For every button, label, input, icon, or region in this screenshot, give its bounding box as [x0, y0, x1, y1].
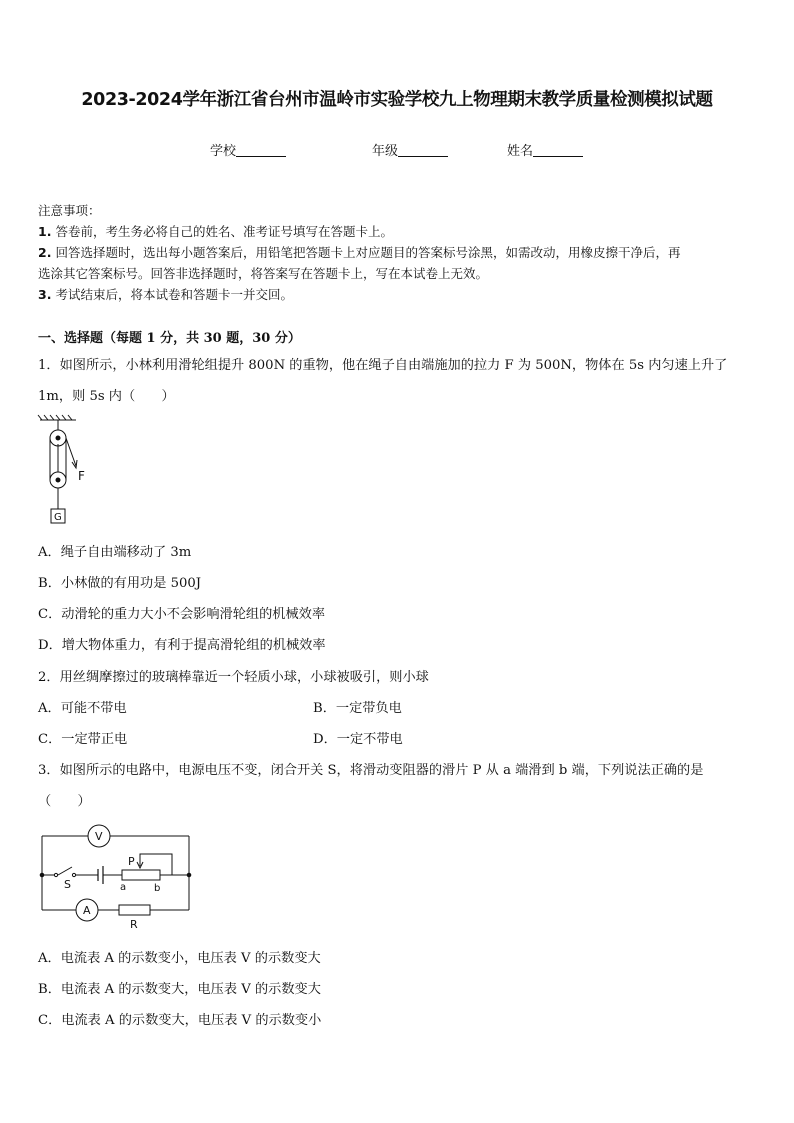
circuit-end-a-label: a [120, 882, 127, 893]
q1-option-c[interactable]: C．动滑轮的重力大小不会影响滑轮组的机械效率 [38, 607, 326, 622]
circuit-slider-label: P [128, 855, 135, 868]
notes-heading: 注意事项： [38, 203, 101, 218]
page-title: 2023-2024学年浙江省台州市温岭市实验学校九上物理期末教学质量检测模拟试题 [81, 90, 713, 110]
school-label: 学校 [210, 144, 237, 159]
note-item-3: 3. 考试结束后，将本试卷和答题卡一并交回。 [38, 287, 293, 302]
q1-stem-line1: 1．如图所示，小林利用滑轮组提升 800N 的重物，他在绳子自由端施加的拉力 F 为 500N，物体在 5s 内匀速上升了 [38, 358, 728, 373]
note-item-2-cont: 选涂其它答案标号。回答非选择题时，将答案写在答题卡上，写在本试卷上无效。 [38, 266, 489, 281]
q2-option-b[interactable]: B．一定带负电 [313, 701, 402, 716]
q3-option-a[interactable]: A．电流表 A 的示数变小，电压表 V 的示数变大 [38, 951, 321, 966]
q1-option-a[interactable]: A．绳子自由端移动了 3m [38, 545, 192, 560]
name-blank [533, 143, 583, 157]
name-label: 姓名 [507, 144, 534, 159]
q1-option-b[interactable]: B．小林做的有用功是 500J [38, 576, 202, 591]
q2-option-d[interactable]: D．一定不带电 [313, 732, 403, 747]
circuit-resistor-label: R [130, 918, 138, 930]
q2-option-c[interactable]: C．一定带正电 [38, 732, 128, 747]
q3-option-c[interactable]: C．电流表 A 的示数变大，电压表 V 的示数变小 [38, 1013, 322, 1028]
circuit-ammeter-label: A [83, 904, 91, 917]
grade-blank [398, 143, 448, 157]
circuit-figure [36, 818, 198, 930]
circuit-voltmeter-label: V [95, 830, 103, 843]
pulley-label-G: G [54, 512, 62, 523]
q3-stem-line1: 3．如图所示的电路中，电源电压不变，闭合开关 S，将滑动变阻器的滑片 P 从 a 端滑到 b 端，下列说法正确的是 [38, 763, 704, 778]
q2-option-a[interactable]: A．可能不带电 [38, 701, 127, 716]
school-field [210, 140, 286, 159]
pulley-label-F: F [78, 469, 85, 483]
circuit-switch-label: S [64, 878, 71, 891]
grade-label: 年级 [372, 144, 399, 159]
q3-stem-line2: （ ） [38, 794, 91, 809]
school-blank [236, 143, 286, 157]
q2-stem: 2．用丝绸摩擦过的玻璃棒靠近一个轻质小球，小球被吸引，则小球 [38, 670, 429, 685]
note-item-1: 1. 答卷前，考生务必将自己的姓名、准考证号填写在答题卡上。 [38, 224, 393, 239]
pulley-figure [36, 414, 96, 529]
note-item-2: 2. 回答选择题时，选出每小题答案后，用铅笔把答题卡上对应题目的答案标号涂黑，如需改动，用橡皮擦干净后，再 [38, 245, 681, 260]
q1-stem-line2: 1m，则 5s 内（ ） [38, 389, 175, 404]
notes-block [38, 200, 680, 305]
circuit-end-b-label: b [154, 883, 161, 894]
q1-option-d[interactable]: D．增大物体重力，有利于提高滑轮组的机械效率 [38, 638, 326, 653]
q3-option-b[interactable]: B．电流表 A 的示数变大，电压表 V 的示数变大 [38, 982, 321, 997]
section-heading: 一、选择题（每题 1 分，共 30 题，30 分） [38, 331, 301, 346]
grade-field [372, 140, 448, 159]
name-field [507, 140, 583, 159]
